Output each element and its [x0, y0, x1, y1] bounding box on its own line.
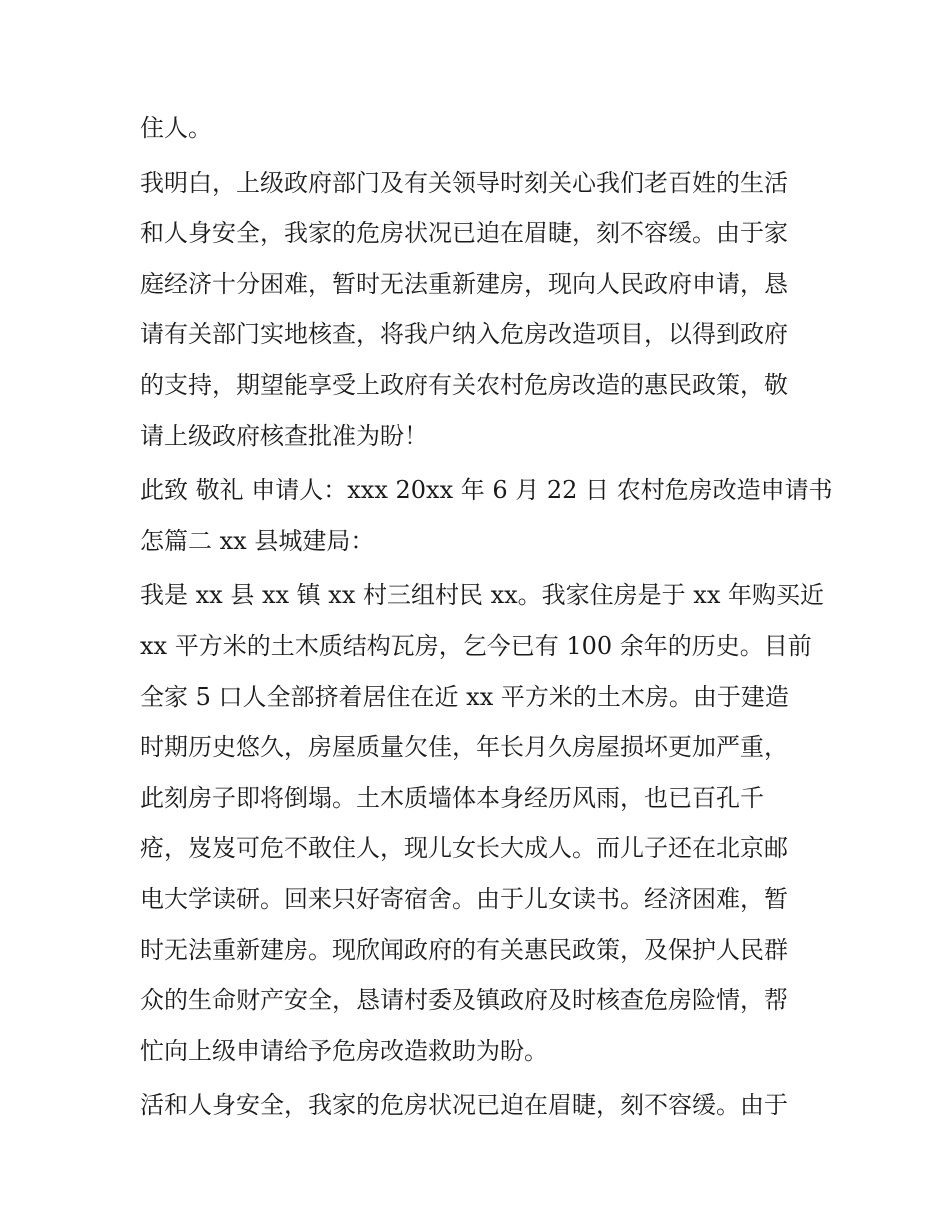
text-line: 庭经济十分困难，暂时无法重新建房，现向人民政府申请，恳 [140, 269, 788, 298]
paragraph [140, 158, 820, 462]
text-line: 的支持，期望能享受上政府有关农村危房改造的惠民政策，敬 [140, 370, 788, 399]
text-line: 和人身安全，我家的危房状况已迫在眉睫，刻不容缓。由于家 [140, 219, 788, 248]
paragraph [140, 465, 833, 566]
text-line: 我是 xx 县 xx 镇 xx 村三组村民 xx。我家住房是于 xx 年购买近 [140, 581, 825, 610]
text-line: 我明白，上级政府部门及有关领导时刻关心我们老百姓的生活 [140, 168, 788, 197]
text-line: 众的生命财产安全，恳请村委及镇政府及时核查危房险情，帮 [140, 986, 788, 1015]
text-line: 请有关部门实地核查，将我户纳入危房改造项目，以得到政府 [140, 320, 788, 349]
text-line: 此刻房子即将倒塌。土木质墙体本身经历风雨，也已百孔千 [140, 783, 764, 812]
text-line: 活和人身安全，我家的危房状况已迫在眉睫，刻不容缓。由于 [140, 1091, 788, 1120]
paragraph [140, 103, 820, 154]
document-body [140, 103, 833, 1135]
text-line: 时无法重新建房。现欣闻政府的有关惠民政策，及保护人民群 [140, 935, 788, 964]
text-line: xx 平方米的土木质结构瓦房，乞今已有 100 余年的历史。目前 [140, 631, 812, 660]
text-line: 忙向上级申请给予危房改造救助为盼。 [140, 1036, 548, 1065]
text-line: 全家 5 口人全部挤着居住在近 xx 平方米的土木房。由于建造 [140, 682, 789, 711]
text-line: 时期历史悠久，房屋质量欠佳，年长月久房屋损坏更加严重， [140, 733, 788, 762]
text-line: 电大学读研。回来只好寄宿舍。由于儿女读书。经济困难，暂 [140, 884, 788, 913]
paragraph [140, 570, 825, 1076]
text-line: 请上级政府核查批准为盼！ [140, 421, 428, 450]
text-line: 疮，岌岌可危不敢住人，现儿女长大成人。而儿子还在北京邮 [140, 834, 788, 863]
text-line: 此致 敬礼 申请人：xxx 20xx 年 6 月 22 日 农村危房改造申请书 [140, 476, 833, 505]
paragraph [140, 1080, 820, 1131]
text-line: 住人。 [140, 114, 212, 142]
text-line: 怎篇二 xx 县城建局： [140, 526, 375, 555]
